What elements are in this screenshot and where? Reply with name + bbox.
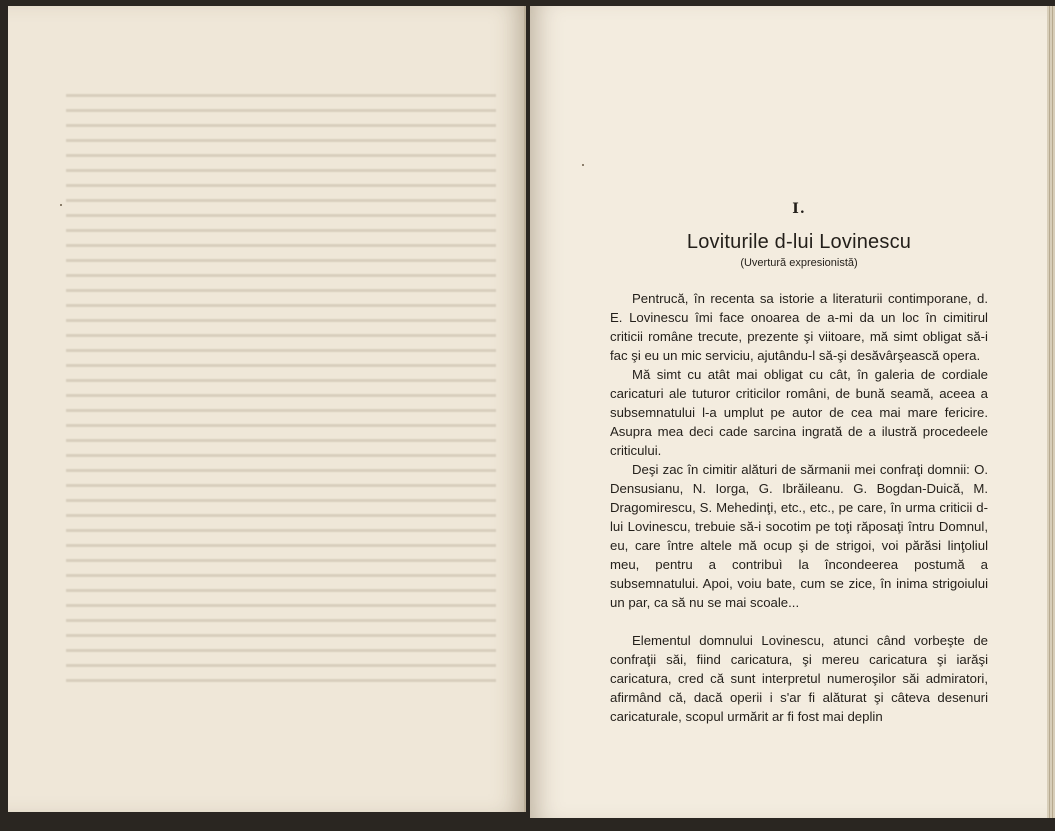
- chapter-subtitle: (Uvertură expresionistă): [740, 257, 858, 269]
- paragraph-4: Elementul domnului Lovinescu, atunci când vorbeşte de confraţii săi, fiind caricatura, şi mereu caricatura şi iarăşi caricatura, cred că sunt interpretul numeroşilor săi admiratori, afirmând că, dacă operii i s'ar fi alăturat şi câteva desenuri caricaturale, scopul urmărit ar fi fost mai deplin: [610, 633, 988, 724]
- chapter-content: [610, 201, 988, 726]
- paragraph-2: Mă simt cu atât mai obligat cu cât, în galeria de cordiale caricaturi ale tuturor criticilor români, de bună seamă, aceea a subsemnatului l-a umplut pe autor de cea mai mare fericire. Asupra mea deci cade sarcina ingrată de a ilustră procedeele criticului.: [610, 367, 988, 458]
- bleed-through-text: [66, 86, 496, 686]
- paragraph-3: Deşi zac în cimitir alături de sărmanii mei confraţi domnii: O. Densusianu, N. Iorga, G. Ibrăileanu. G. Bogdan-Duică, M. Dragomirescu, S. Mehedinţi, etc., etc., pe care, în urma criticii d-lui Lovinescu, trebuie să-i socotim pe toţi răposaţi întru Domnul, eu, care între altele mă ocup şi de strigoi, voi părăsi linţoliul meu, pentru a contribuì la încondeerea postumă a subsemnatului. Apoi, voiu bate, cum se zice, în inima strigoiului un par, ca să nu se mai scoale...: [610, 462, 988, 610]
- paper-spot: [582, 164, 584, 166]
- chapter-number: I.: [792, 201, 806, 217]
- paper-spot: [60, 204, 62, 206]
- chapter-title: Loviturile d-lui Lovinescu: [686, 231, 912, 253]
- left-page-verso: [8, 6, 526, 812]
- paragraph-1: Pentrucă, în recenta sa istorie a literaturii contimporane, d. E. Lovinescu îmi face onoarea de a-mi da un loc în cimitirul criticii române trecute, prezente şi viitoare, mă simt obligat să-i fac şi eu un mic serviciu, ajutându-l să-şi desăvârşească opera.: [610, 291, 988, 363]
- right-page: [530, 6, 1048, 818]
- page-edges: [1047, 6, 1055, 818]
